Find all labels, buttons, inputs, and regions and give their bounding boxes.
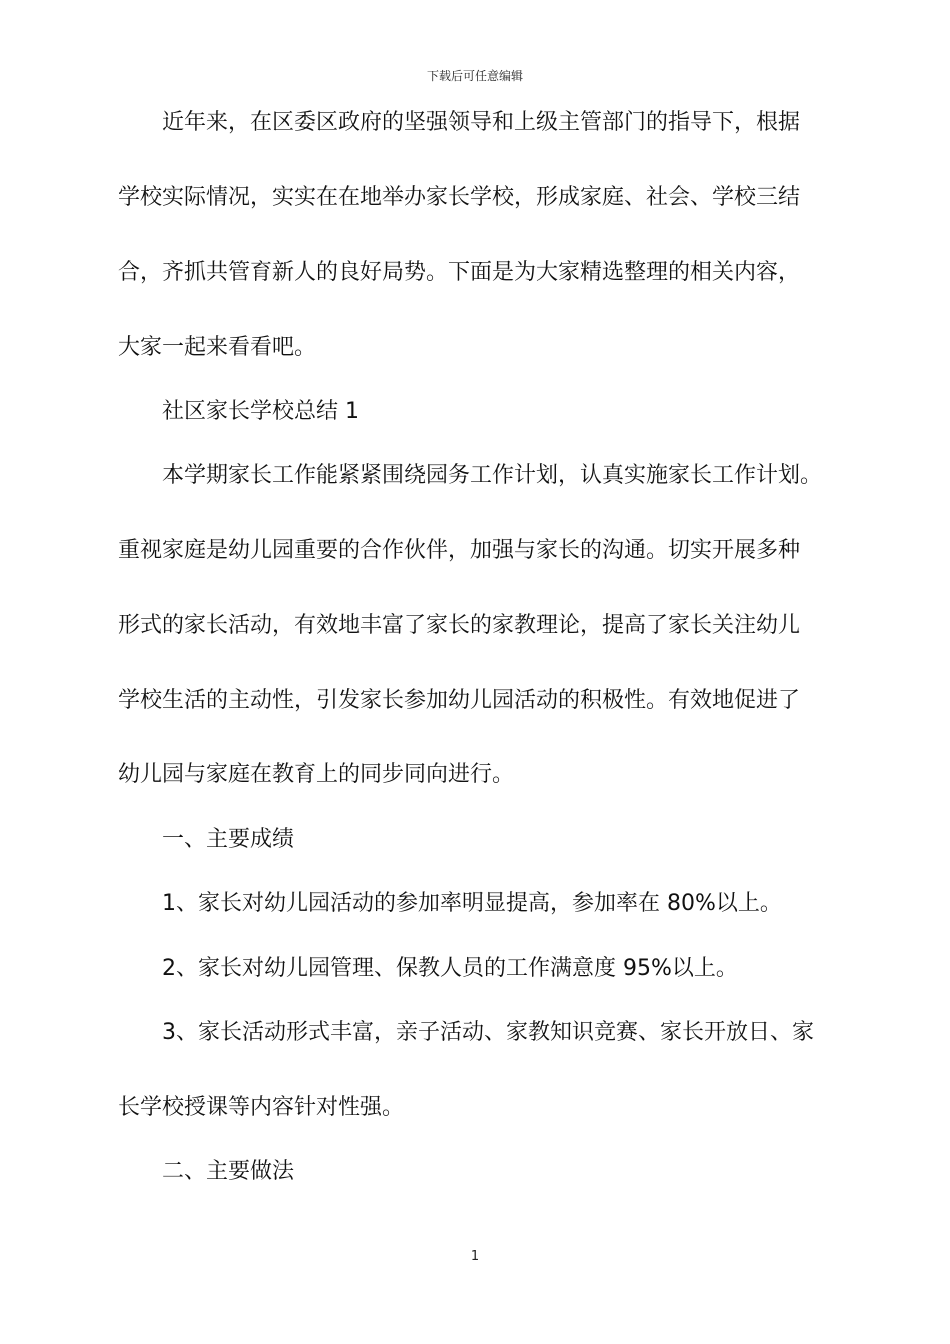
paragraph-line: 本学期家长工作能紧紧围绕园务工作计划，认真实施家长工作计划。 xyxy=(162,463,823,488)
paragraph-line: 学校实际情况，实实在在地举办家长学校，形成家庭、社会、学校三结 xyxy=(118,185,801,210)
page-number: 1 xyxy=(470,1249,480,1264)
paragraph-line: 形式的家长活动，有效地丰富了家长的家教理论，提高了家长关注幼儿 xyxy=(118,613,801,638)
paragraph-line: 长学校授课等内容针对性强。 xyxy=(118,1095,405,1120)
list-item: 2、家长对幼儿园管理、保教人员的工作满意度 95%以上。 xyxy=(162,956,738,981)
paragraph-line: 合，齐抓共管育新人的良好局势。下面是为大家精选整理的相关内容， xyxy=(118,260,801,285)
paragraph-line: 幼儿园与家庭在教育上的同步同向进行。 xyxy=(118,762,515,787)
paragraph-line: 近年来，在区委区政府的坚强领导和上级主管部门的指导下，根据 xyxy=(162,110,801,135)
section-heading: 二、主要做法 xyxy=(162,1159,295,1184)
list-item: 3、家长活动形式丰富，亲子活动、家教知识竞赛、家长开放日、家 xyxy=(162,1020,814,1045)
header-note: 下载后可任意编辑 xyxy=(426,69,523,83)
list-item: 1、家长对幼儿园活动的参加率明显提高，参加率在 80%以上。 xyxy=(162,891,782,916)
paragraph-line: 学校生活的主动性，引发家长参加幼儿园活动的积极性。有效地促进了 xyxy=(118,688,801,713)
paragraph-line: 重视家庭是幼儿园重要的合作伙伴，加强与家长的沟通。切实开展多种 xyxy=(118,538,801,563)
section-heading: 社区家长学校总结 1 xyxy=(162,399,359,424)
paragraph-line: 大家一起来看看吧。 xyxy=(118,335,317,360)
section-heading: 一、主要成绩 xyxy=(162,827,295,852)
